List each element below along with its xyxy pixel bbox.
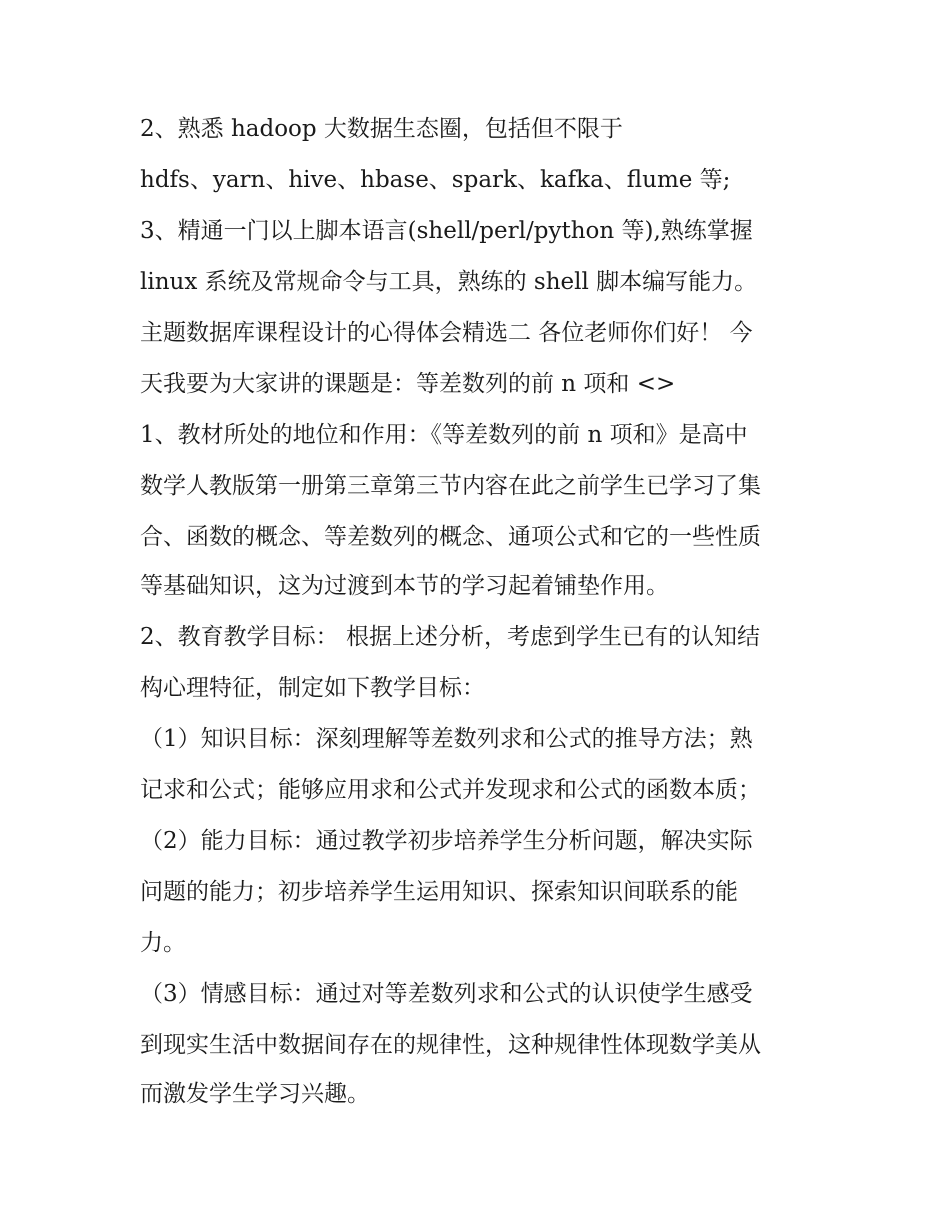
text-line: 数学人教版第一册第三章第三节内容在此之前学生已学习了集 [140,473,761,499]
text-line: 3、精通一门以上脚本语言(shell/perl/python 等),熟练掌握 [140,218,753,244]
text-line: 记求和公式；能够应用求和公式并发现求和公式的函数本质； [140,777,761,803]
text-line: 力。 [140,930,186,956]
text-line: 2、熟悉 hadoop 大数据生态圈，包括但不限于 [140,116,623,142]
text-line: 2、教育教学目标： 根据上述分析，考虑到学生已有的认知结 [140,624,760,650]
text-line: （1）知识目标：深刻理解等差数列求和公式的推导方法；熟 [140,726,753,752]
text-line: 构心理特征，制定如下教学目标： [140,675,485,701]
text-line: 等基础知识，这为过渡到本节的学习起着铺垫作用。 [140,573,669,599]
text-line: 问题的能力；初步培养学生运用知识、探索知识间联系的能 [140,879,738,905]
text-line: （3）情感目标：通过对等差数列求和公式的认识使学生感受 [140,981,753,1007]
text-line: 天我要为大家讲的课题是：等差数列的前 n 项和 <> [140,371,676,397]
text-line: 1、教材所处的地位和作用：《等差数列的前 n 项和》是高中 [140,422,748,448]
text-line: 而激发学生学习兴趣。 [140,1081,370,1107]
text-line: 主题数据库课程设计的心得体会精选二 各位老师你们好！ 今 [140,320,753,346]
text-line: hdfs、yarn、hive、hbase、spark、kafka、flume 等; [140,167,731,193]
text-line: （2）能力目标：通过教学初步培养学生分析问题，解决实际 [140,828,753,854]
text-line: 到现实生活中数据间存在的规律性，这种规律性体现数学美从 [140,1032,761,1058]
text-line: 合、函数的概念、等差数列的概念、通项公式和它的一些性质 [140,524,761,550]
text-line: linux 系统及常规命令与工具，熟练的 shell 脚本编写能力。 [140,269,758,295]
